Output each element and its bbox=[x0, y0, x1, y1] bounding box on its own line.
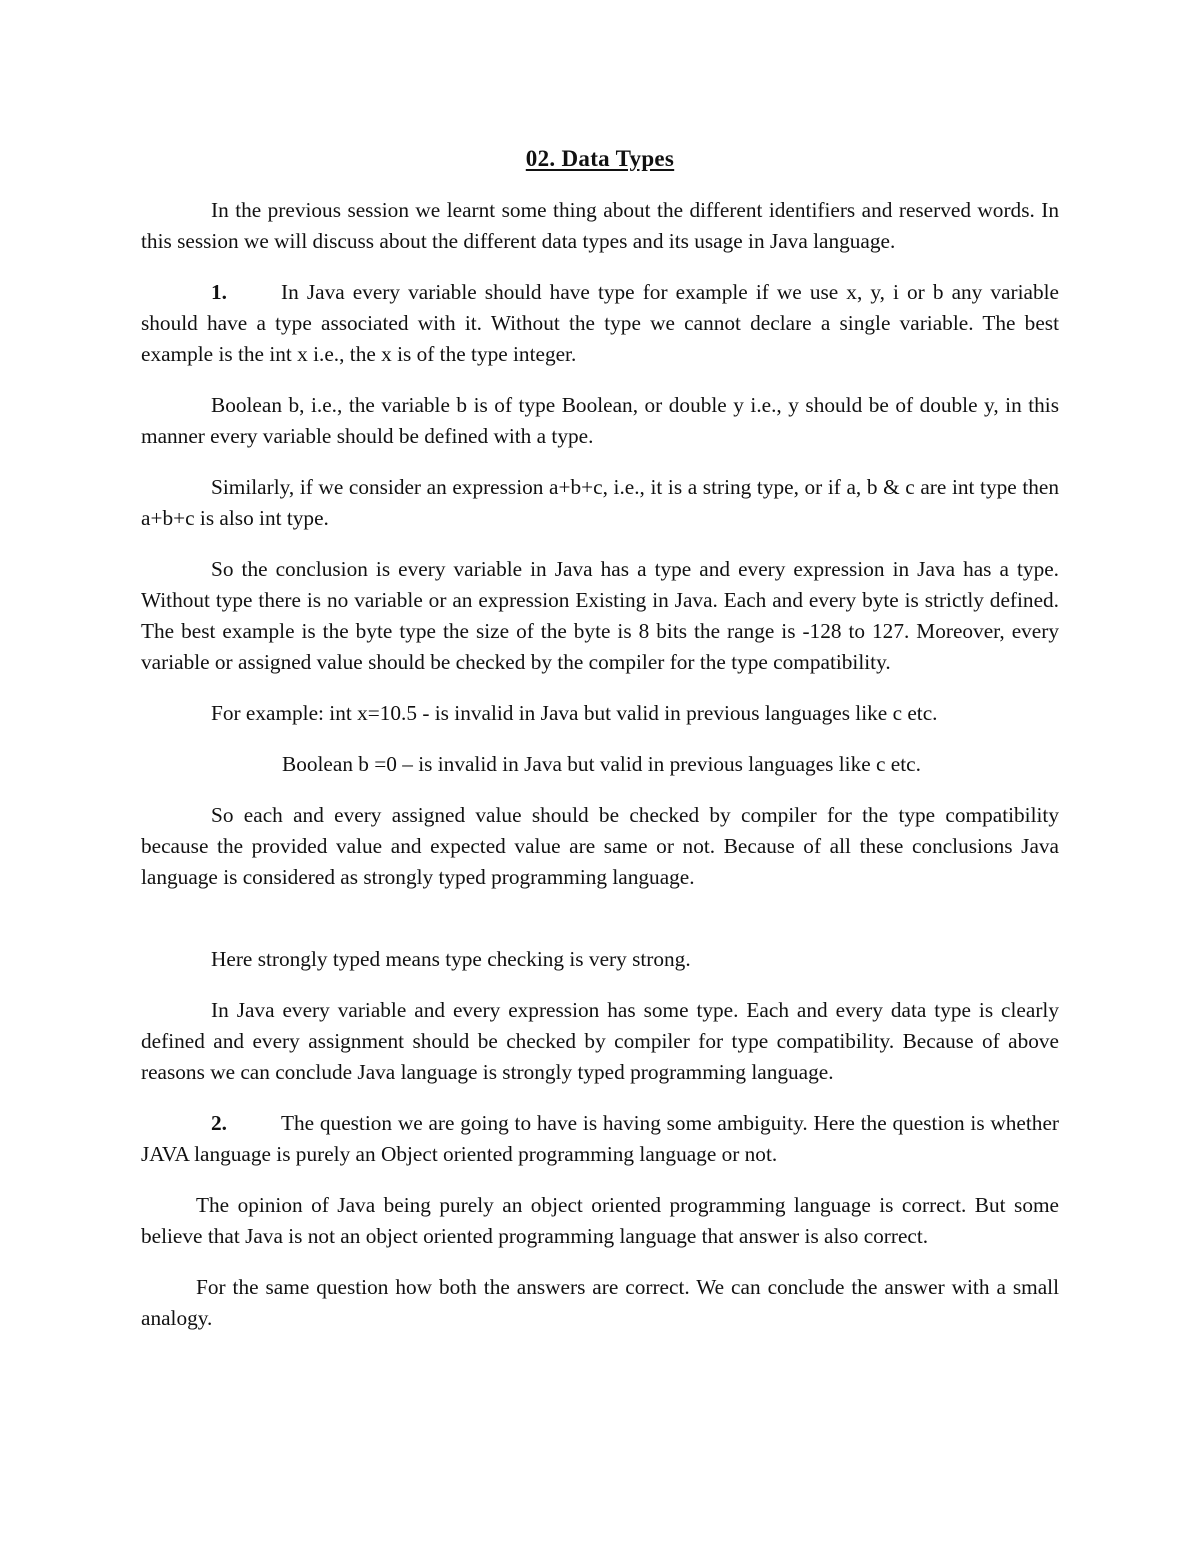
checked-paragraph: So each and every assigned value should be checked by compiler for the type compatibility because the provided value and expected value are same or not. Because of all these conclusions Java language is considered as strongly typed programming language. bbox=[141, 803, 1059, 889]
intro-paragraph: In the previous session we learnt some thing about the different identifiers and reserved words. In this session we will discuss about the different data types and its usage in Java language. bbox=[141, 198, 1059, 253]
point-1-paragraph bbox=[141, 277, 1059, 370]
same-question-paragraph: For the same question how both the answers are correct. We can conclude the answer with a small analogy. bbox=[141, 1275, 1059, 1330]
point-2-number: 2. bbox=[211, 1111, 227, 1135]
page-title: 02. Data Types bbox=[525, 146, 675, 171]
point-1-text: In Java every variable should have type for example if we use x, y, i or b any variable should have a type associated with it. Without the type we cannot declare a single variable. The best example is the int x i.e., the x is of the type integer. bbox=[141, 280, 1059, 366]
example-2-line: Boolean b =0 – is invalid in Java but valid in previous languages like c etc. bbox=[282, 752, 921, 776]
boolean-paragraph: Boolean b, i.e., the variable b is of type Boolean, or double y i.e., y should be of double y, in this manner every variable should be defined with a type. bbox=[141, 393, 1059, 448]
point-1-number: 1. bbox=[211, 280, 227, 304]
point-2-paragraph bbox=[141, 1108, 1059, 1170]
example-1-line: For example: int x=10.5 - is invalid in Java but valid in previous languages like c etc. bbox=[211, 701, 938, 725]
document-page bbox=[141, 142, 1059, 1354]
every-variable-paragraph: In Java every variable and every expression has some type. Each and every data type is clearly defined and every assignment should be checked by compiler for type compatibility. Because of above reasons we can conclude Java language is strongly typed programming language. bbox=[141, 998, 1059, 1084]
opinion-paragraph: The opinion of Java being purely an object oriented programming language is correct. But some believe that Java is not an object oriented programming language that answer is also correct. bbox=[141, 1193, 1059, 1248]
strongly-typed-line: Here strongly typed means type checking is very strong. bbox=[211, 947, 691, 971]
similarly-paragraph: Similarly, if we consider an expression a+b+c, i.e., it is a string type, or if a, b & c are int type then a+b+c is also int type. bbox=[141, 475, 1059, 530]
point-2-text: The question we are going to have is having some ambiguity. Here the question is whether JAVA language is purely an Object oriented programming language or not. bbox=[141, 1111, 1059, 1166]
conclusion-paragraph: So the conclusion is every variable in Java has a type and every expression in Java has a type. Without type there is no variable or an expression Existing in Java. Each and every byte is strictly defined. The best example is the byte type the size of the byte is 8 bits the range is -128 to 127. Moreover, every variable or assigned value should be checked by the compiler for the type compatibility. bbox=[141, 557, 1059, 674]
